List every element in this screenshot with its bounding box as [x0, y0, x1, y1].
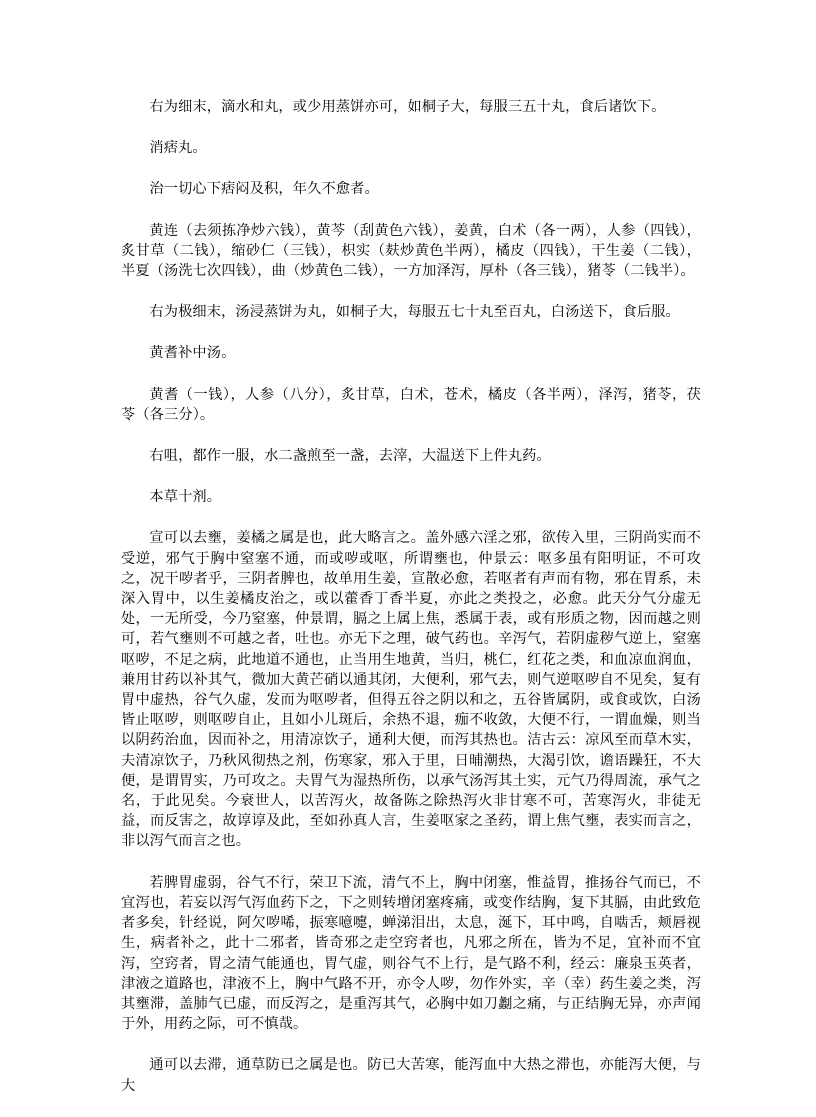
paragraph-ingredients-2: 黄耆（一钱），人参（八分），炙甘草，白术，苍术，橘皮（各半两），泽泻，猪苓，茯苓（各三分）。 — [121, 386, 701, 423]
heading-bencao-shiji: 本草十剂。 — [149, 489, 222, 506]
heading-huangqi-buzhong-tang: 黄耆补中汤。 — [149, 345, 236, 362]
paragraph-dosage-1: 右为细末，滴水和丸，或少用蒸饼亦可，如桐子大，每服三五十丸，食后诸饮下。 — [149, 99, 666, 115]
paragraph-preparation: 右咀，都作一服，水二盏煎至一盏，去滓，大温送下上件丸药。 — [149, 448, 551, 465]
paragraph-dosage-2: 右为极细末，汤浸蒸饼为丸，如桐子大，每服五七十丸至百丸，白汤送下，食后服。 — [149, 304, 680, 321]
paragraph-piwei-xuruo: 若脾胃虚弱，谷气不行，荣卫下流，清气不上，胸中闭塞，惟益胃，推扬谷气而已，不宜泻也，若妄以泻气泻血药下之，下之则转增闭塞疼痛，或变作结胸，复下其膈，由此致危者多矣，针经说，阿欠哕唏，振寒噫嚏，蝉涕泪出，太息，涎下，耳中鸣，自啮舌，颊唇视生，病者补之，此十二邪者，皆奇邪之走空窍者也，凡邪之所在，皆为不足，宜补而不宜泻，空窍者，胃之清气能通也，胃气虚，则谷气不上行，是气路不利，经云：廉泉玉英者，津液之道路也，津液不上，胸中气路不开，亦令人哕，勿作外实，辛（幸）药生姜之类，泻其壅滞，盖肺气已虚，而反泻之，是重泻其气，必胸中如刀劙之痛，与正结胸无异，亦声闻于外，用药之际，可不慎哉。 — [121, 874, 701, 1033]
paragraph-xuan: 宣可以去壅，姜橘之属是也，此大略言之。盖外感六淫之邪，欲传入里，三阴尚实而不受逆，邪气于胸中窒塞不通，而或哕或呕，所谓壅也，仲景云：呕多虽有阳明证，不可攻之，况干哕者乎，三阴者脾也，故单用生姜，宣散必愈，若呕者有声而有物，邪在胃系，未深入胃中，以生姜橘皮治之，或以藿香丁香半夏，亦此之类投之，必愈。此天分气分虚无处，一无所受，今乃窒塞，仲景谓，膈之上属上焦，悉属于表，或有形质之物，因而越之则可，若气壅则不可越之者，吐也。亦无下之理，破气药也。辛泻气，若阴虚秽气逆上，窒塞呕哕，不足之病，此地道不通也，止当用生地黄，当归，桃仁，红花之类，和血凉血润血，兼用甘药以补其气，微加大黄芒硝以通其闭，大便利，邪气去，则气逆呕哕自不见矣，复有胃中虚热，谷气久虚，发而为呕哕者，但得五谷之阴以和之，五谷皆属阴，或食或饮，白汤皆止呕哕，则呕哕自止，且如小儿斑后，余热不退，痂不收敛，大便不行，一谓血燥，则当以阴药治血，因而补之，用清凉饮子，通利大便，而泻其热也。洁古云：凉风至而草木实，夫清凉饮子，乃秋风彻热之剂，伤寒家，邪入于里，日晡潮热，大渴引饮，谵语躁狂，不大便，是谓胃实，乃可攻之。夫胃气为湿热所伤，以承气汤泻其土实，元气乃得周流，承气之名，于此见矣。今衰世人，以苦泻火，故备陈之除热泻火非甘寒不可，苦寒泻火，非徒无益，而反害之，故谆谆及此，至如孙真人言，生姜呕家之圣药，谓上焦气壅，表实而言之，非以泻气而言之也。 — [121, 530, 701, 850]
paragraph-ingredients-1: 黄连（去须拣净炒六钱），黄芩（刮黄色六钱），姜黄，白术（各一两），人参（四钱），炙甘草（二钱），缩砂仁（三钱），枳实（麸炒黄色半两），橘皮（四钱），干生姜（二钱），半夏（汤洗七次四钱），曲（炒黄色二钱），一方加泽泻，厚朴（各三钱），猪苓（二钱半）。 — [121, 222, 701, 280]
document-page — [121, 97, 701, 1117]
paragraph-indication: 治一切心下痞闷及积，年久不愈者。 — [149, 181, 379, 198]
paragraph-tong: 通可以去滞，通草防已之属是也。防已大苦寒，能泻血中大热之滞也，亦能泻大便，与大 — [121, 1057, 701, 1094]
heading-xiaopi-wan: 消痞丸。 — [149, 140, 207, 157]
